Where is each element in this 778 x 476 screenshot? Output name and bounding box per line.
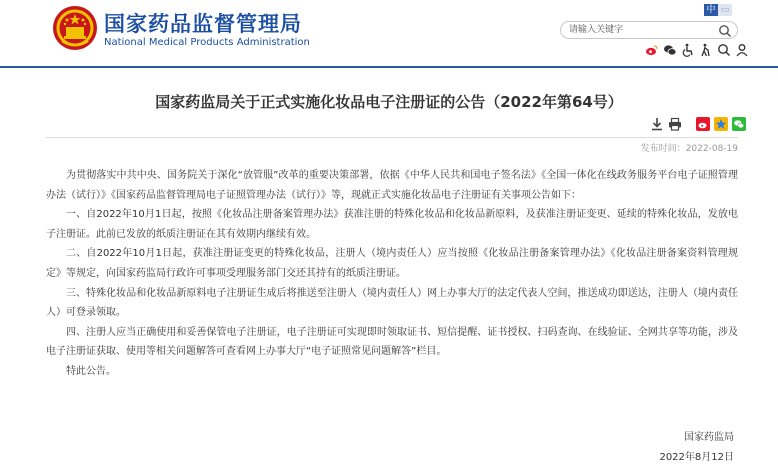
elderly-mode-icon[interactable] (699, 43, 713, 57)
paragraph-intro: 为贯彻落实中共中央、国务院关于深化“放管服”改革的重要决策部署，依据《中华人民共和国电子签名法》《全国一体化在线政务服务平台电子证照管理办法（试行）》《国家药品监督管理局电子证照管理办法（试行）》等，现就正式实施化妆品电子注册证有关事项公告如下： (46, 170, 738, 201)
wechat-icon[interactable] (663, 43, 677, 57)
site-header (0, 0, 778, 68)
search-tool-icon[interactable] (717, 43, 731, 57)
user-icon[interactable] (735, 43, 749, 57)
article-actions (650, 117, 746, 131)
paragraph-3: 三、特殊化妆品和化妆品新原料电子注册证生成后将推送至注册人（境内责任人）网上办事大厅的法定代表人空间，推送成功即送达，注册人（境内责任人）可登录领取。 (46, 287, 738, 319)
article-title: 国家药监局关于正式实施化妆品电子注册证的公告（2022年第64号） (155, 93, 623, 111)
publish-label: 发布时间： (640, 144, 686, 154)
share-qzone-icon[interactable] (714, 117, 728, 131)
header-tools (645, 43, 749, 57)
national-emblem-icon[interactable] (52, 5, 98, 51)
search-icon[interactable] (718, 24, 732, 38)
weibo-icon[interactable] (645, 43, 659, 57)
site-subtitle[interactable]: National Medical Products Administration (104, 37, 310, 48)
share-wechat-icon[interactable] (732, 117, 746, 131)
share-weibo-icon[interactable] (696, 117, 710, 131)
accessibility-icon[interactable] (681, 43, 695, 57)
publish-date: 2022-08-19 (685, 144, 738, 154)
title-divider (46, 137, 738, 138)
sign-date: 2022年8月12日 (659, 452, 734, 463)
site-title[interactable]: 国家药品监督管理局 (104, 12, 302, 36)
search-input[interactable] (569, 23, 709, 37)
article-body (46, 166, 738, 382)
paragraph-closing: 特此公告。 (66, 365, 116, 377)
paragraph-1: 一、自2022年10月1日起，按照《化妆品注册备案管理办法》获准注册的特殊化妆品和化妆品新原料，及获准注册证变更、延续的特殊化妆品，发放电子注册证。此前已发放的纸质注册证在其有效期内继续有效。 (46, 209, 738, 240)
lang-english-button[interactable]: ▭ (718, 4, 732, 16)
publish-time (641, 141, 738, 154)
signature: 国家药监局 (684, 432, 734, 443)
lang-chinese-button[interactable]: 中 (704, 4, 718, 16)
download-icon[interactable] (650, 117, 664, 131)
language-switch (704, 4, 732, 16)
paragraph-2: 二、自2022年10月1日起，获准注册证变更的特殊化妆品，注册人（境内责任人）应当按照《化妆品注册备案管理办法》《化妆品注册备案资料管理规定》等规定，向国家药监局行政许可事项受理服务部门交还其持有的纸质注册证。 (46, 248, 738, 279)
paragraph-4: 四、注册人应当正确使用和妥善保管电子注册证，电子注册证可实现即时领取证书、短信提醒、证书授权、扫码查询、在线验证、全网共享等功能，涉及电子注册证获取、使用等相关问题解答可查看网上办事大厅“电子证照常见问题解答”栏目。 (46, 326, 738, 358)
header-divider (0, 66, 778, 68)
print-icon[interactable] (668, 117, 682, 131)
search-box (560, 21, 738, 39)
